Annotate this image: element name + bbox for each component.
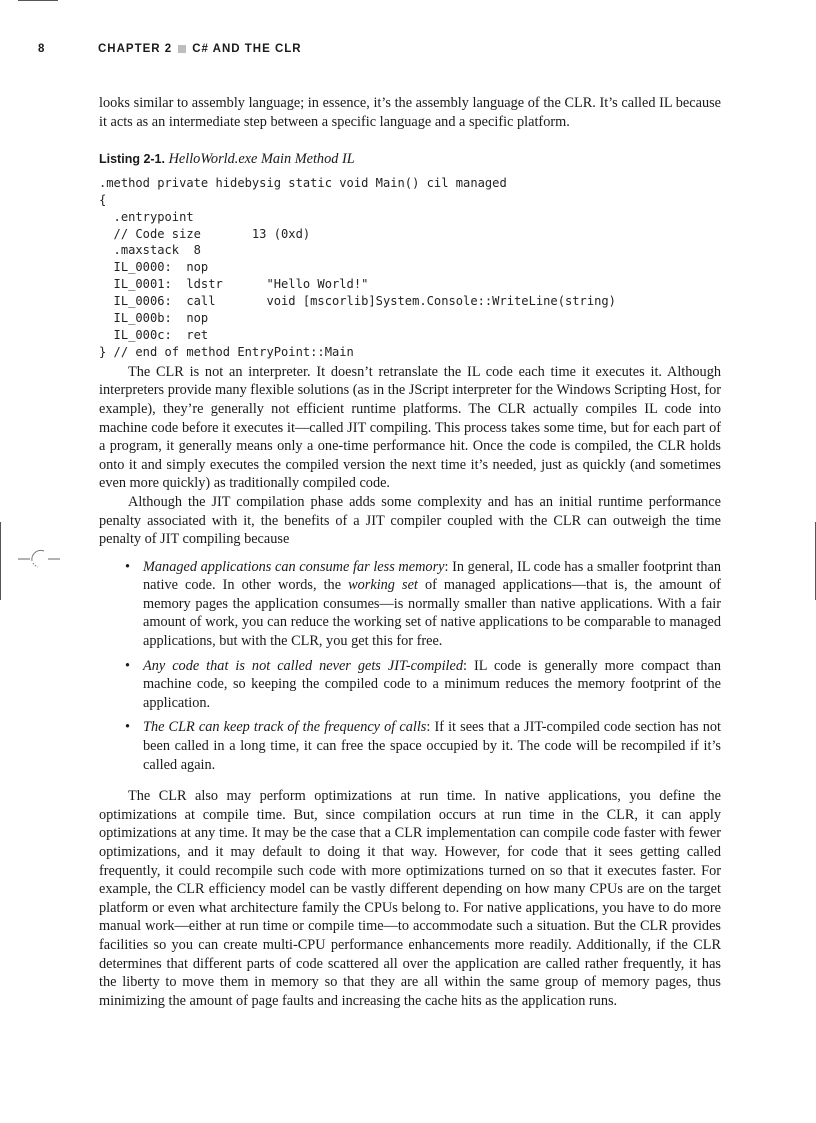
page-number: 8 xyxy=(38,43,46,55)
registration-mark-icon xyxy=(16,548,62,570)
bullet-text: : In general, IL code has a smaller footprint than native code. In other words, the xyxy=(143,558,721,594)
paragraph-jit-benefits: Although the JIT compilation phase adds some complexity and has an initial runtime performance penalty associated with it, the benefits of a JIT compiler coupled with the CLR can outweigh the time penalty of JIT compiling because xyxy=(99,493,721,548)
running-header xyxy=(38,43,756,55)
list-item xyxy=(99,558,721,651)
bullet-lead: Managed applications can consume far less memory xyxy=(143,558,445,575)
listing-label: Listing 2-1. xyxy=(99,152,165,167)
listing-title: HelloWorld.exe Main Method IL xyxy=(168,151,355,168)
bullet-icon: • xyxy=(125,657,131,674)
bullet-text: : If it sees that a JIT-compiled code section has not been called in a long time, it can free the space occupied by it. The code will be recompiled if it’s called again. xyxy=(143,719,721,773)
intro-paragraph: looks similar to assembly language; in essence, it’s the assembly language of the CLR. It’s called IL because it acts as an intermediate step between a specific language and a specific platform. xyxy=(99,95,721,130)
crop-mark-left xyxy=(0,522,1,600)
bullet-lead: The CLR can keep track of the frequency of calls xyxy=(143,719,427,736)
list-item xyxy=(99,718,721,774)
header-separator-icon xyxy=(178,45,186,53)
page-body xyxy=(99,94,721,1010)
bullet-text: of managed applications—that is, the amount of memory pages the application consumes—is normally smaller than native applications. With a fair amount of work, you can reduce the working set of native applications to be comparable to managed applications, but with the CLR, you get this for free. xyxy=(143,577,721,650)
paragraph-optimizations: The CLR also may perform optimizations at run time. In native applications, you define the optimizations at compile time. But, since compilation occurs at run time in the CLR, it can apply optimizations at any time. It may be the case that a CLR implementation can compile code faster with fewer optimizations, and it may default to doing it that way. However, for code that it sees getting called frequently, it could recompile such code with more optimizations turned on so that it executes faster. For example, the CLR efficiency model can be vastly different depending on how many CPUs are on the target platform or even what architecture family the CPUs belong to. For native applications, you have to do more manual work—either at run time or compile time—to accommodate such a situation. But the CLR provides facilities so you can create multi-CPU performance enhancements more readily. Additionally, if the CLR determines that different parts of code scattered all over the application are called rather frequently, it has the liberty to move them in memory so that they are all within the same group of memory pages, thus minimizing the amount of page faults and increasing the cache hits as the application runs. xyxy=(99,788,721,1009)
bullet-icon: • xyxy=(125,719,131,736)
chapter-title: C# AND THE CLR xyxy=(192,43,302,55)
bullet-text: : IL code is generally more compact than machine code, so keeping the compiled code to a minimum reduces the memory footprint of the application. xyxy=(143,657,721,711)
paragraph-jit: The CLR is not an interpreter. It doesn’t retranslate the IL code each time it executes it. Although interpreters provide many flexible solutions (as in the JScript interpreter for the Windows Scripting Host, for example), they’re generally not efficient runtime platforms. The CLR actually compiles IL code into machine code before it executes it—called JIT compiling. This process takes some time, but for each part of a program, it generally means only a one-time performance hit. Once the code is compiled, the CLR holds onto it and simply executes the compiled version the next time it’s needed, just as quickly (and sometimes even more quickly) as traditionally compiled code. xyxy=(99,363,721,492)
bullet-icon: • xyxy=(125,558,131,575)
benefits-list xyxy=(99,558,721,775)
bullet-lead: Any code that is not called never gets JIT-compiled xyxy=(143,657,464,674)
bullet-emphasis: working set xyxy=(348,577,418,594)
listing-caption xyxy=(99,150,721,169)
chapter-label: CHAPTER 2 xyxy=(98,43,173,55)
code-listing: .method private hidebysig static void Main() cil managed { .entrypoint // Code size 13 (0xd) .maxstack 8 IL_0000: nop IL_0001: ldstr "Hello World!" IL_0006: call void [mscorlib]System.Console::WriteLine(string) IL_000b: nop IL_000c: ret } // end of method EntryPoint::Main xyxy=(99,175,616,359)
list-item xyxy=(99,657,721,713)
crop-mark-top-left xyxy=(18,0,58,1)
